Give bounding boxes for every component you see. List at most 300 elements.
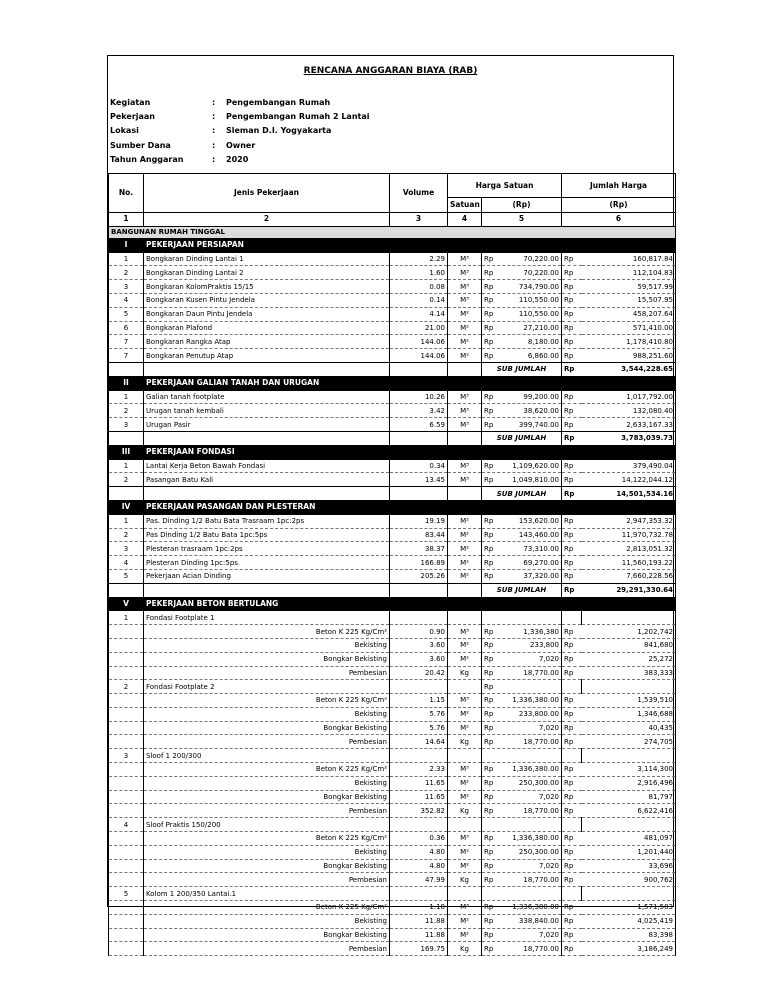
item-description: Pasangan Batu Kali: [144, 473, 390, 487]
item-unit-price-cell: [482, 542, 562, 556]
item-row: [109, 735, 676, 749]
item-unit-price: 18,770.00: [523, 944, 559, 953]
total-rp-label: Rp: [562, 914, 582, 928]
subtotal-blank: [144, 583, 390, 597]
item-total: 274,705: [582, 735, 676, 749]
item-unit-price-cell: [482, 721, 562, 735]
item-row: [109, 776, 676, 790]
subtotal-blank: [144, 362, 390, 376]
item-unit-price: 69,270.00: [523, 558, 559, 567]
item-unit: M²: [448, 914, 482, 928]
item-row: [109, 914, 676, 928]
price-rp-label: Rp: [484, 737, 494, 746]
item-description: Bongkaran Plafond: [144, 321, 390, 335]
subtotal-label: SUB JUMLAH: [482, 583, 562, 597]
info-value: Pengembangan Rumah: [226, 98, 331, 107]
item-row: [109, 721, 676, 735]
item-unit-price-cell: [482, 307, 562, 321]
price-rp-label: Rp: [484, 710, 494, 719]
subtotal-blank: [109, 583, 144, 597]
total-rp-label: Rp: [562, 293, 582, 307]
item-row: [109, 694, 676, 708]
item-row: [109, 321, 676, 335]
item-unit-price: 1,336,380: [523, 627, 559, 636]
item-group-row: [109, 887, 676, 901]
subtotal-value: 14,501,534.16: [582, 487, 676, 501]
info-colon: :: [212, 98, 216, 107]
item-no: [109, 942, 144, 956]
item-total: 2,916,496: [582, 776, 676, 790]
price-rp-label: Rp: [484, 779, 494, 788]
item-no: 2: [109, 473, 144, 487]
item-unit: [448, 818, 482, 832]
item-unit-price-cell: [482, 321, 562, 335]
info-value: Sleman D.I. Yogyakarta: [226, 126, 332, 136]
item-unit-price-cell: [482, 528, 562, 542]
item-row: [109, 542, 676, 556]
item-volume: 20.42: [390, 666, 448, 680]
item-description: Beton K 225 Kg/Cm²: [144, 763, 390, 777]
total-rp-label: Rp: [562, 845, 582, 859]
price-rp-label: Rp: [484, 834, 494, 843]
item-total: 1,202,742: [582, 625, 676, 639]
item-unit-price: 38,620.00: [523, 406, 559, 415]
item-row: [109, 763, 676, 777]
item-unit-price-cell: [482, 735, 562, 749]
item-description: Urugan tanah kembali: [144, 404, 390, 418]
item-description: Sloof Praktis 150/200: [144, 818, 390, 832]
item-no: 5: [109, 887, 144, 901]
total-rp-label: Rp: [562, 625, 582, 639]
total-rp-label: Rp: [562, 556, 582, 570]
item-description: Plesteran Dinding 1pc:5ps: [144, 556, 390, 570]
subtotal-rp-label: Rp: [562, 583, 582, 597]
item-unit-price: 1,336,380.00: [512, 903, 559, 912]
item-unit-price-cell: [482, 390, 562, 404]
item-unit-price: 7,020: [538, 655, 559, 664]
item-no: [109, 694, 144, 708]
item-total: 1,571,583: [582, 901, 676, 915]
item-volume: 0.34: [390, 459, 448, 473]
section-roman: V: [109, 597, 144, 611]
total-rp-label: Rp: [562, 942, 582, 956]
item-unit-price: 18,770.00: [523, 875, 559, 884]
total-rp-label: Rp: [562, 735, 582, 749]
subtotal-value: 3,783,039.73: [582, 431, 676, 445]
item-no: [109, 804, 144, 818]
item-unit: M²: [448, 928, 482, 942]
item-description: Fondasi Footplate 2: [144, 680, 390, 694]
item-total: [582, 611, 676, 625]
item-no: [109, 928, 144, 942]
item-no: [109, 776, 144, 790]
item-unit-price-cell: [482, 873, 562, 887]
col-number: 5: [482, 213, 562, 227]
item-unit: M³: [448, 293, 482, 307]
item-description: Bongkar Bekisting: [144, 859, 390, 873]
item-row: [109, 707, 676, 721]
item-description: Bongkar Bekisting: [144, 928, 390, 942]
item-volume: [390, 680, 448, 694]
item-unit-price: 399,740.00: [518, 420, 559, 429]
total-rp-label: Rp: [562, 514, 582, 528]
item-description: Bekisting: [144, 638, 390, 652]
header-no: No.: [109, 174, 144, 213]
item-total: 112,104.83: [582, 266, 676, 280]
item-volume: 0.08: [390, 280, 448, 294]
item-total: 2,813,051.32: [582, 542, 676, 556]
item-unit-price: 338,840.00: [518, 917, 559, 926]
item-volume: 19.19: [390, 514, 448, 528]
item-description: Kolom 1 200/350 Lantai.1: [144, 887, 390, 901]
item-unit: M³: [448, 763, 482, 777]
item-row: [109, 514, 676, 528]
subtotal-blank: [448, 362, 482, 376]
section-title: PEKERJAAN BETON BERTULANG: [144, 597, 676, 611]
rab-sheet: [107, 55, 674, 953]
item-unit-price-cell: [482, 280, 562, 294]
total-rp-label: [562, 887, 582, 901]
total-rp-label: Rp: [562, 252, 582, 266]
item-row: [109, 418, 676, 432]
building-category-row: [109, 226, 676, 238]
info-colon: :: [212, 126, 216, 136]
item-unit-price-cell: [482, 514, 562, 528]
item-volume: 0.90: [390, 625, 448, 639]
price-rp-label: Rp: [484, 862, 494, 871]
item-no: 2: [109, 528, 144, 542]
info-label: Tahun Anggaran: [110, 154, 184, 164]
header-jumlah-harga: Jumlah Harga: [562, 174, 676, 198]
item-unit: M³: [448, 266, 482, 280]
item-unit-price: 1,336,380.00: [512, 696, 559, 705]
item-unit-price-cell: [482, 776, 562, 790]
item-unit-price: 70,220.00: [523, 268, 559, 277]
price-rp-label: Rp: [484, 337, 494, 346]
total-rp-label: Rp: [562, 859, 582, 873]
item-unit-price-cell: [482, 942, 562, 956]
subtotal-row: [109, 487, 676, 501]
total-rp-label: Rp: [562, 569, 582, 583]
item-total: 1,346,688: [582, 707, 676, 721]
price-rp-label: Rp: [484, 323, 494, 332]
item-no: [109, 845, 144, 859]
item-description: Sloof 1 200/300: [144, 749, 390, 763]
item-description: Bongkaran Dinding Lantai 1: [144, 252, 390, 266]
item-no: [109, 707, 144, 721]
item-unit: Kg: [448, 873, 482, 887]
item-unit: [448, 749, 482, 763]
item-unit: M³: [448, 459, 482, 473]
item-row: [109, 928, 676, 942]
subtotal-blank: [390, 431, 448, 445]
subtotal-rp-label: Rp: [562, 487, 582, 501]
item-no: 4: [109, 293, 144, 307]
item-unit: Kg: [448, 942, 482, 956]
item-unit-price: 233,800.00: [518, 710, 559, 719]
item-total: 481,097: [582, 832, 676, 846]
item-unit-price: 233,800: [530, 641, 559, 650]
item-total: 3,114,300: [582, 763, 676, 777]
item-unit-price-cell: [482, 859, 562, 873]
section-roman: II: [109, 376, 144, 390]
item-no: [109, 790, 144, 804]
item-unit-price-cell: [482, 666, 562, 680]
item-unit-price-cell: [482, 652, 562, 666]
total-rp-label: Rp: [562, 776, 582, 790]
item-description: Bongkar Bekisting: [144, 652, 390, 666]
item-volume: 5.76: [390, 707, 448, 721]
section-header-row: [109, 445, 676, 459]
item-volume: [390, 887, 448, 901]
header-jenis-pekerjaan: Jenis Pekerjaan: [144, 174, 390, 213]
section-header-row: [109, 238, 676, 252]
section-title: PEKERJAAN FONDASI: [144, 445, 676, 459]
item-no: 2: [109, 680, 144, 694]
item-volume: 2.33: [390, 763, 448, 777]
col-number: 3: [390, 213, 448, 227]
item-total: 900,762: [582, 873, 676, 887]
building-category-label: BANGUNAN RUMAH TINGGAL: [109, 226, 676, 238]
total-rp-label: Rp: [562, 694, 582, 708]
info-row: [110, 96, 369, 110]
item-unit-price-cell: [482, 252, 562, 266]
item-row: [109, 790, 676, 804]
item-description: Bongkaran Dinding Lantai 2: [144, 266, 390, 280]
item-description: Pas. Dinding 1/2 Batu Bata Trasraam 1pc:2ps: [144, 514, 390, 528]
item-unit-price: 7,020: [538, 793, 559, 802]
price-rp-label: Rp: [484, 765, 494, 774]
item-no: [109, 721, 144, 735]
item-unit: Kg: [448, 804, 482, 818]
item-volume: 10.26: [390, 390, 448, 404]
item-volume: 1.18: [390, 901, 448, 915]
item-description: Beton K 225 Kg/Cm²: [144, 832, 390, 846]
total-rp-label: Rp: [562, 266, 582, 280]
header-harga-satuan: Harga Satuan: [448, 174, 562, 198]
price-rp-label: Rp: [484, 931, 494, 940]
item-description: Pekerjaan Acian Dinding: [144, 569, 390, 583]
item-unit-price-cell: [482, 790, 562, 804]
item-no: [109, 666, 144, 680]
section-header-row: [109, 376, 676, 390]
item-no: 1: [109, 252, 144, 266]
item-total: 83,398: [582, 928, 676, 942]
total-rp-label: Rp: [562, 763, 582, 777]
price-rp-label: [482, 887, 562, 901]
item-total: 14,122,044.12: [582, 473, 676, 487]
item-total: 1,539,510: [582, 694, 676, 708]
item-group-row: [109, 818, 676, 832]
total-rp-label: Rp: [562, 280, 582, 294]
item-unit: M²: [448, 845, 482, 859]
item-unit: M²: [448, 556, 482, 570]
item-volume: 3.42: [390, 404, 448, 418]
section-header-row: [109, 597, 676, 611]
item-volume: 205.26: [390, 569, 448, 583]
col-number: 1: [109, 213, 144, 227]
item-row: [109, 349, 676, 363]
total-rp-label: Rp: [562, 901, 582, 915]
item-unit-price: 70,220.00: [523, 254, 559, 263]
item-volume: 0.14: [390, 293, 448, 307]
item-unit-price: 110,550.00: [518, 310, 559, 319]
item-description: Bongkaran Rangka Atap: [144, 335, 390, 349]
item-volume: 11.88: [390, 914, 448, 928]
item-total: 81,797: [582, 790, 676, 804]
item-volume: 3.60: [390, 652, 448, 666]
item-description: Bekisting: [144, 845, 390, 859]
item-no: [109, 763, 144, 777]
item-unit: M³: [448, 390, 482, 404]
price-rp-label: Rp: [484, 875, 494, 884]
item-unit: Kg: [448, 735, 482, 749]
info-label: Lokasi: [110, 126, 139, 136]
price-rp-label: Rp: [484, 848, 494, 857]
info-value: Owner: [226, 140, 256, 150]
item-no: [109, 652, 144, 666]
item-unit-price: 1,109,620.00: [512, 461, 559, 470]
price-rp-label: Rp: [484, 282, 494, 291]
subtotal-blank: [390, 487, 448, 501]
item-volume: 11.65: [390, 790, 448, 804]
price-rp-label: Rp: [484, 254, 494, 263]
item-unit: [448, 611, 482, 625]
item-volume: 169.75: [390, 942, 448, 956]
price-rp-label: Rp: [484, 655, 494, 664]
item-volume: 5.76: [390, 721, 448, 735]
item-total: 59,517.99: [582, 280, 676, 294]
subtotal-blank: [109, 431, 144, 445]
total-rp-label: Rp: [562, 335, 582, 349]
item-unit-price-cell: [482, 473, 562, 487]
price-rp-label: [482, 818, 562, 832]
item-description: Bekisting: [144, 776, 390, 790]
item-no: 7: [109, 349, 144, 363]
price-rp-label: Rp: [484, 530, 494, 539]
item-volume: 1.60: [390, 266, 448, 280]
info-row: [110, 153, 369, 167]
info-row: [110, 110, 369, 124]
item-row: [109, 638, 676, 652]
item-unit: M²: [448, 542, 482, 556]
item-total: 160,817.84: [582, 252, 676, 266]
item-unit: M²: [448, 335, 482, 349]
col-number: 6: [562, 213, 676, 227]
item-row: [109, 873, 676, 887]
item-no: [109, 901, 144, 915]
item-no: [109, 859, 144, 873]
item-no: 5: [109, 569, 144, 583]
item-description: Bongkaran KolomPraktis 15/15: [144, 280, 390, 294]
item-unit-price-cell: [482, 349, 562, 363]
item-no: [109, 625, 144, 639]
item-volume: 21.00: [390, 321, 448, 335]
header-rp-price: (Rp): [482, 198, 562, 213]
price-rp-label: Rp: [484, 696, 494, 705]
item-unit-price: 7,020: [538, 862, 559, 871]
item-unit: M²: [448, 859, 482, 873]
item-unit: M³: [448, 832, 482, 846]
total-rp-label: Rp: [562, 542, 582, 556]
item-unit-price: 7,020: [538, 724, 559, 733]
total-rp-label: Rp: [562, 721, 582, 735]
header-satuan: Satuan: [448, 198, 482, 213]
rab-body: [109, 213, 676, 956]
item-unit-price: 18,770.00: [523, 668, 559, 677]
item-unit-price-cell: [482, 569, 562, 583]
item-unit-price: 1,049,810.00: [512, 475, 559, 484]
item-unit-price: 153,620.00: [518, 517, 559, 526]
item-total: 7,660,228.56: [582, 569, 676, 583]
total-rp-label: Rp: [562, 418, 582, 432]
price-rp-label: [482, 749, 562, 763]
item-unit-price-cell: [482, 694, 562, 708]
item-description: Pembesian: [144, 804, 390, 818]
section-title: PEKERJAAN PASANGAN DAN PLESTERAN: [144, 500, 676, 514]
item-unit: M³: [448, 625, 482, 639]
item-description: Galian tanah footplate: [144, 390, 390, 404]
item-no: 1: [109, 514, 144, 528]
item-unit-price: 110,550.00: [518, 296, 559, 305]
price-rp-label: Rp: [484, 572, 494, 581]
subtotal-rp-label: Rp: [562, 362, 582, 376]
item-unit-price: 73,310.00: [523, 544, 559, 553]
item-total: 379,490.04: [582, 459, 676, 473]
item-row: [109, 845, 676, 859]
subtotal-label: SUB JUMLAH: [482, 362, 562, 376]
item-total: 2,947,353.32: [582, 514, 676, 528]
item-unit: M²: [448, 349, 482, 363]
item-unit-price: 18,770.00: [523, 806, 559, 815]
item-row: [109, 473, 676, 487]
subtotal-blank: [144, 431, 390, 445]
price-rp-label: Rp: [484, 627, 494, 636]
section-title: PEKERJAAN GALIAN TANAH DAN URUGAN: [144, 376, 676, 390]
price-rp-label: Rp: [484, 806, 494, 815]
price-rp-label: Rp: [484, 351, 494, 360]
item-volume: 13.45: [390, 473, 448, 487]
item-unit-price: 734,790.00: [518, 282, 559, 291]
item-unit: M²: [448, 638, 482, 652]
price-rp-label: [482, 611, 562, 625]
item-volume: 0.36: [390, 832, 448, 846]
price-rp-label: Rp: [484, 793, 494, 802]
item-total: [582, 680, 676, 694]
item-no: 3: [109, 280, 144, 294]
item-unit-price-cell: [482, 928, 562, 942]
item-description: Bekisting: [144, 707, 390, 721]
item-unit: M²: [448, 514, 482, 528]
item-no: 2: [109, 404, 144, 418]
item-no: [109, 914, 144, 928]
total-rp-label: [562, 680, 582, 694]
item-no: 3: [109, 418, 144, 432]
item-unit: M²: [448, 307, 482, 321]
item-unit-price-cell: [482, 404, 562, 418]
item-unit: [448, 887, 482, 901]
item-total: 11,560,193.22: [582, 556, 676, 570]
subtotal-label: SUB JUMLAH: [482, 431, 562, 445]
total-rp-label: [562, 611, 582, 625]
item-unit: M²: [448, 528, 482, 542]
item-volume: [390, 611, 448, 625]
item-description: Beton K 225 Kg/Cm²: [144, 625, 390, 639]
total-rp-label: Rp: [562, 459, 582, 473]
subtotal-label: SUB JUMLAH: [482, 487, 562, 501]
item-no: [109, 832, 144, 846]
total-rp-label: Rp: [562, 707, 582, 721]
